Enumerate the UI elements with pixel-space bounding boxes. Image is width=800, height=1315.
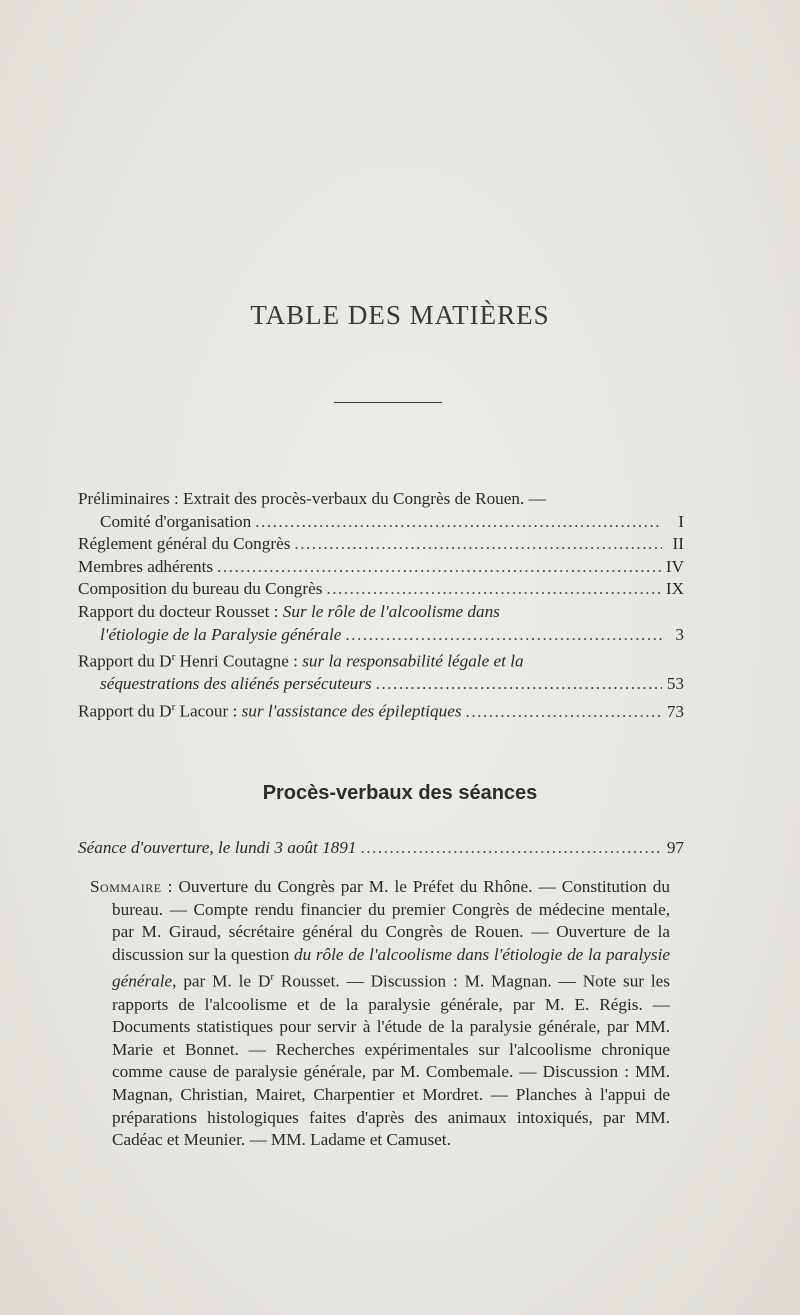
sommaire-italic: du rôle de l'alcoolisme dans l'étiologie de la paralysie générale,: [112, 944, 670, 992]
toc-text: Rapport du docteur Rousset :: [78, 601, 283, 621]
toc-text: Rapport du $D^r$ Lacour : sur l'assistance des épileptiques: [78, 701, 462, 721]
toc-italic-title: sur la responsabilité légale et la: [302, 651, 524, 671]
toc-entry-coutagne-cont: [78, 673, 684, 696]
toc-entry-preliminaires: [78, 488, 684, 511]
toc-entry-composition: [78, 578, 684, 601]
page-title: TABLE DES MATIÈRES: [250, 300, 550, 330]
toc-entry-coutagne: [78, 646, 684, 673]
leader-dots: [466, 701, 662, 724]
toc-text: Préliminaires : Extrait des procès-verbaux du Congrès de Rouen. —: [78, 489, 546, 508]
toc-page-number: IX: [665, 579, 684, 599]
toc-text: Membres adhérents: [78, 556, 214, 576]
leader-dots: [376, 673, 662, 696]
leader-dots: [217, 556, 662, 579]
toc-entry-rousset-cont: [78, 624, 684, 647]
sommaire-lead: Sommaire: [90, 877, 162, 896]
toc-page-number: IV: [665, 556, 684, 576]
toc-italic-title: l'étiologie de la Paralysie générale: [100, 624, 342, 644]
toc-sup: r: [171, 701, 176, 714]
toc-entry-comite: [78, 511, 684, 534]
seance-label: Séance d'ouverture, le lundi 3 août 1891: [78, 838, 357, 857]
sommaire-text: : Ouverture du Congrès par M. le Préfet du Rhône. — Constitution du bureau. — Compte rendu financier du premier Congrès de médecine mentale, par M. Giraud, sécrétaire général du Congrès de Rouen. — Ouverture de la discussion sur la question: [112, 877, 670, 964]
seance-entry: [78, 838, 684, 858]
toc-text: Composition du bureau du Congrès: [78, 579, 323, 599]
toc-page-number: I: [678, 511, 684, 531]
toc-page-number: 3: [675, 624, 684, 644]
sommaire-text: par M. le D: [176, 972, 271, 992]
section-heading: Procès-verbaux des séances: [262, 782, 538, 804]
sommaire-text: Rousset. — Discussion : M. Magnan. — Note sur les rapports de l'alcoolisme et de la paralysie générale, par M. E. Régis. — Documents statistiques pour servir à l'étude de la paralysie générale, par MM. Marie et Bonnet. — Recherches expérimentales sur l'alcoolisme chronique comme cause de paralysie générale, par M. Combemale. — Discussion : MM. Magnan, Christian, Mairet, Charpentier et Mordret. — Planches à l'appui de préparations histologiques faites d'après des animaux intoxiqués, par MM. Cadéac et Meunier. — MM. Ladame et Camuset.: [112, 972, 670, 1150]
leader-dots: [294, 533, 662, 556]
table-of-contents: [78, 488, 684, 723]
toc-italic-title: sur l'assistance des épileptiques: [241, 701, 462, 721]
toc-entry-membres: [78, 556, 684, 579]
toc-italic-title: séquestrations des aliénés persécuteurs: [100, 674, 372, 694]
sommaire-sup: r: [270, 971, 275, 984]
toc-page-number: 73: [666, 701, 684, 721]
toc-sup: r: [171, 651, 176, 664]
toc-italic-title: Sur le rôle de l'alcoolisme dans: [282, 601, 500, 621]
toc-text: Henri Coutagne :: [175, 651, 303, 671]
leader-dots: [255, 511, 662, 534]
toc-text: Réglement général du Congrès: [78, 534, 291, 554]
toc-page-number: 53: [666, 674, 684, 694]
leader-dots: [345, 624, 662, 647]
toc-page-number: II: [672, 534, 684, 554]
toc-text: Rapport du D: [78, 651, 172, 671]
toc-entry-reglement: [78, 533, 684, 556]
toc-entry-rousset: [78, 601, 684, 624]
toc-text: Comité d'organisation: [100, 511, 252, 531]
leader-dots: [360, 838, 662, 858]
sommaire-paragraph: [90, 876, 670, 1152]
title-rule: [334, 402, 442, 403]
leader-dots: [326, 578, 661, 601]
seance-page-number: 97: [666, 838, 684, 857]
toc-entry-lacour: [78, 696, 684, 723]
